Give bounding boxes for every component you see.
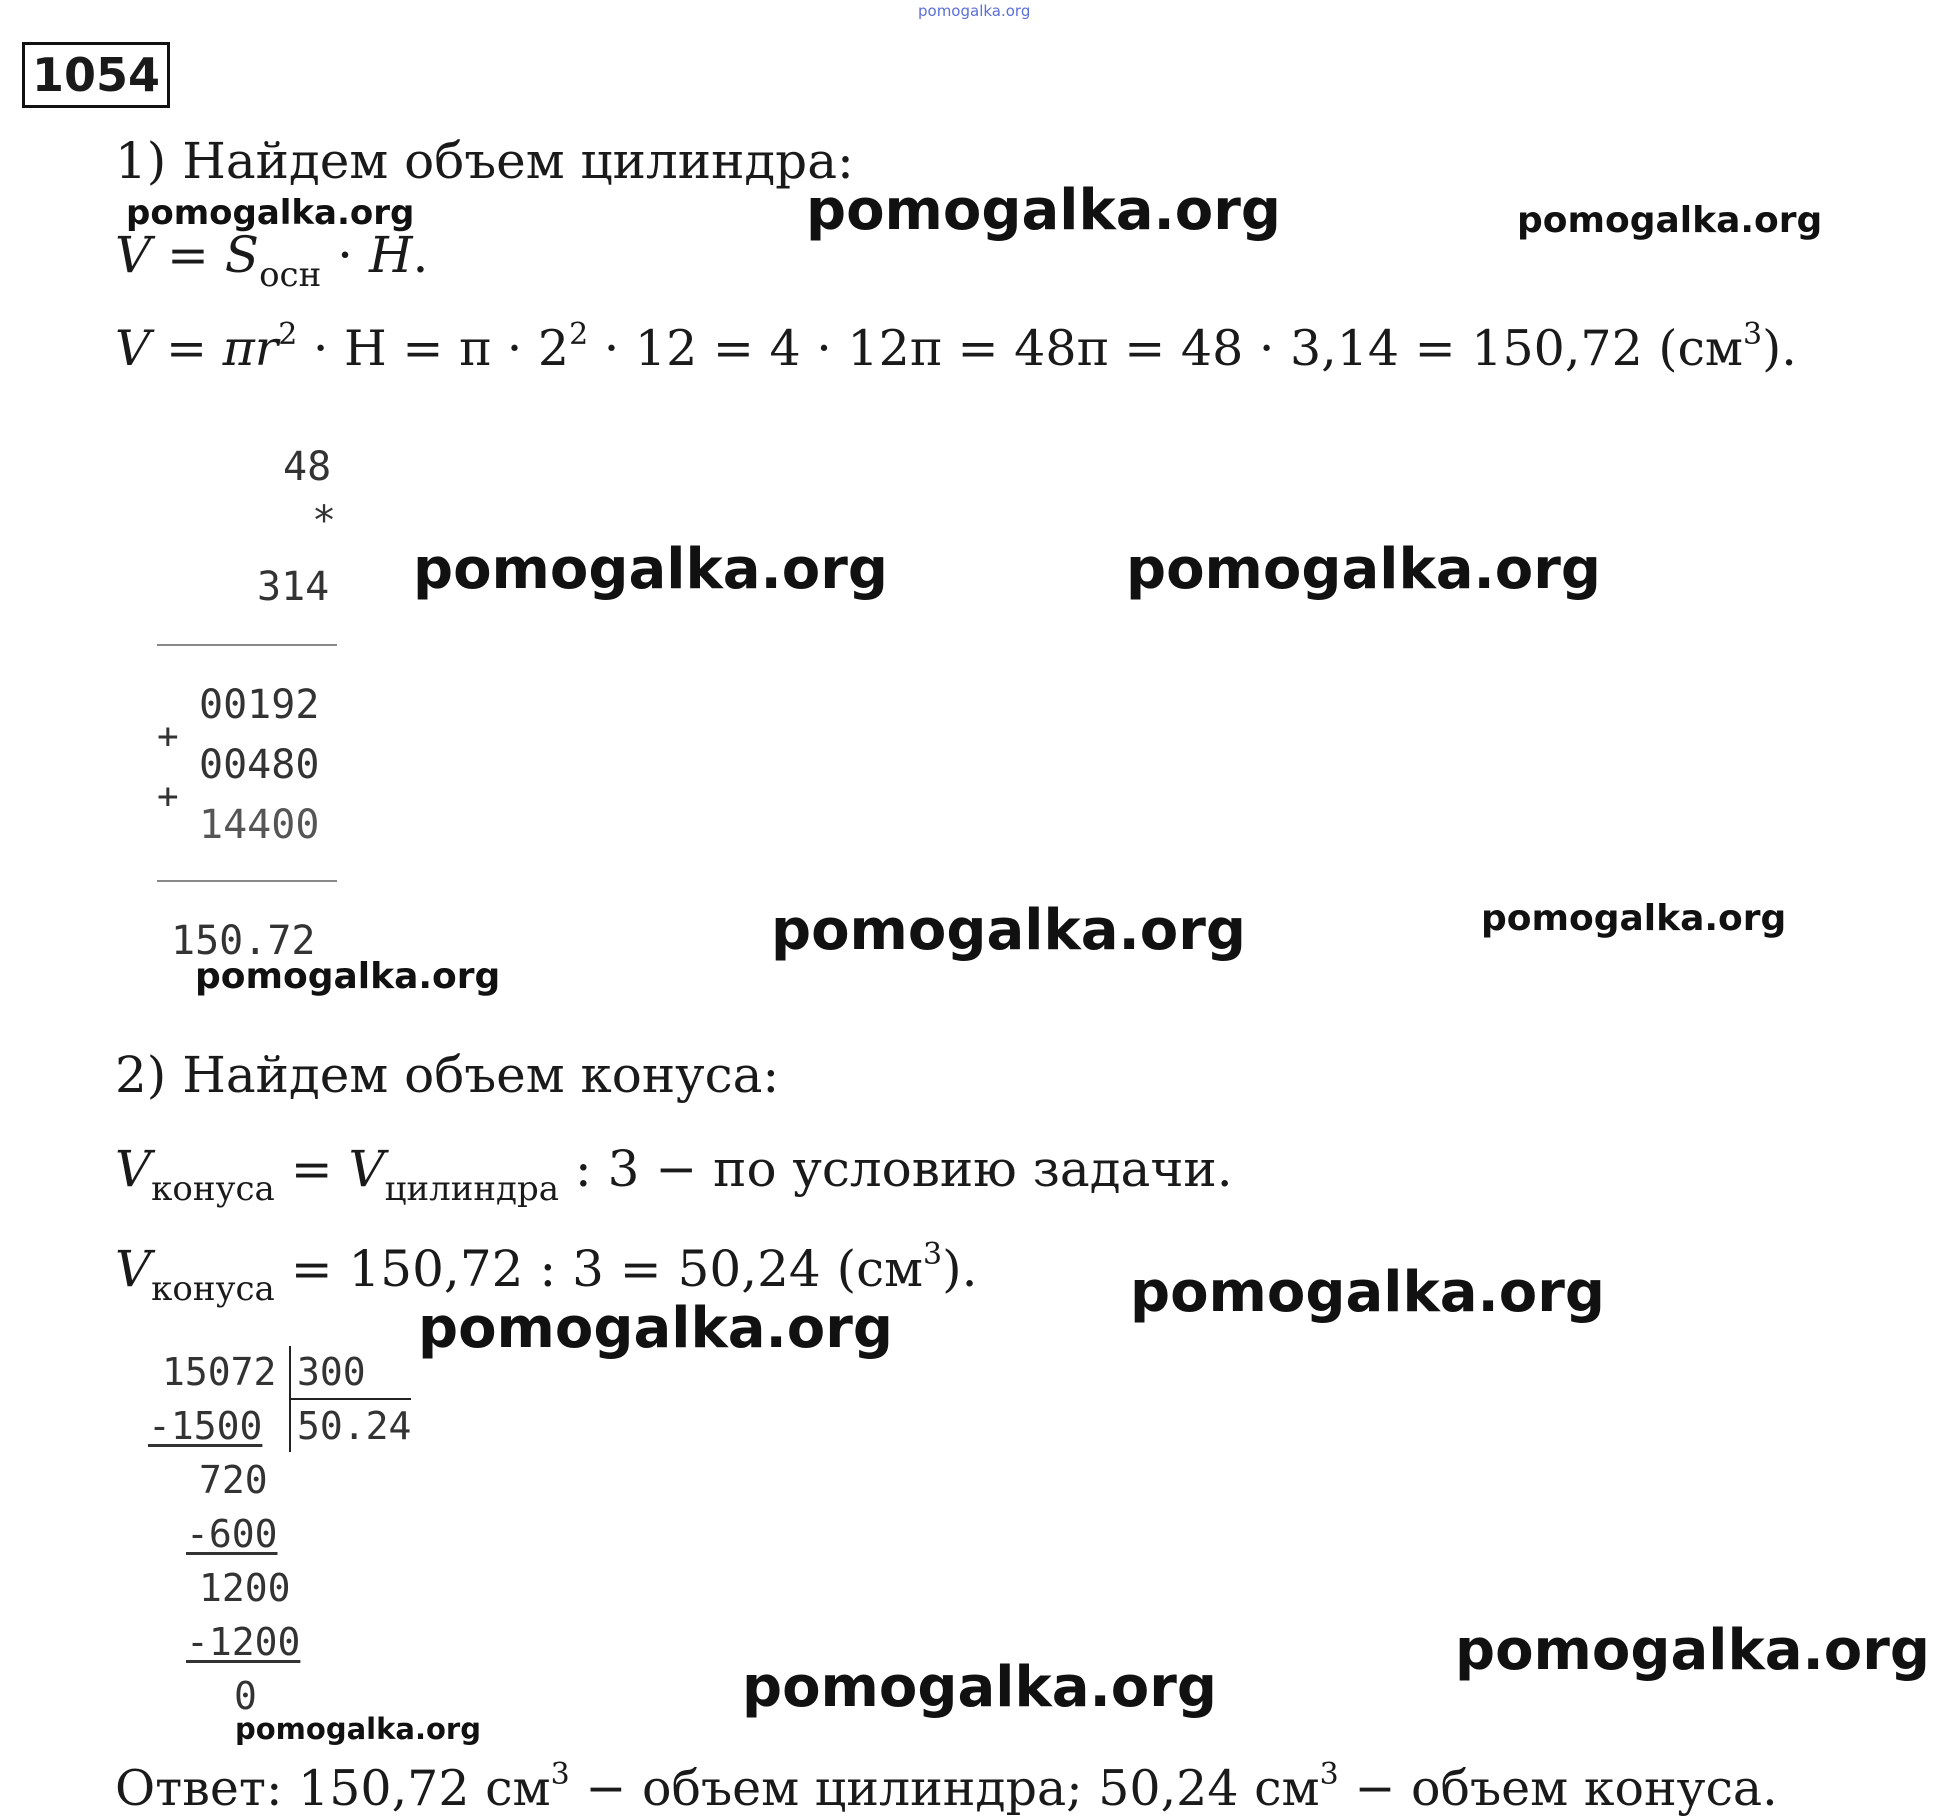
mult-factor-a: 48 xyxy=(283,444,332,490)
mult-result: 150.72 xyxy=(171,918,316,964)
mult-partial-1: 00192 xyxy=(199,682,320,728)
division-remainder-3: 0 xyxy=(234,1674,257,1718)
division-remainder-2: 1200 xyxy=(199,1566,291,1610)
watermark: pomogalka.org xyxy=(418,1296,893,1361)
mult-plus-1: + xyxy=(157,716,179,757)
step1-heading: 1) Найдем объем цилиндра: xyxy=(115,132,854,190)
step2-heading: 2) Найдем объем конуса: xyxy=(115,1046,780,1104)
cone-volume-calculation: $V_{конуса} = 150,72$ : 3 = 50,24 $(см^3)$. xyxy=(115,1237,978,1309)
watermark: pomogalka.org xyxy=(235,1712,481,1746)
mult-factor-b: 314 xyxy=(257,564,330,610)
division-subtrahend-1: -1500 xyxy=(148,1404,263,1448)
answer-line: Ответ: 150,72 $см^3$ − объем цилиндра; 50,24 $см^3$ − объем конуса. xyxy=(115,1756,1778,1817)
mult-plus-2: + xyxy=(157,776,179,817)
watermark: pomogalka.org xyxy=(1126,537,1601,602)
division-divisor: 300 xyxy=(297,1350,366,1394)
division-remainder-1: 720 xyxy=(199,1458,268,1502)
mult-line-1 xyxy=(157,644,337,646)
watermark: pomogalka.org xyxy=(126,193,415,233)
watermark: pomogalka.org xyxy=(771,898,1246,963)
cone-volume-relation: $V_{конуса} = V_{цилиндра}$ : 3 − по условию задачи. xyxy=(115,1140,1233,1209)
problem-number: 1054 xyxy=(22,42,170,108)
watermark: pomogalka.org xyxy=(1455,1618,1930,1683)
division-horizontal-line xyxy=(291,1398,411,1400)
watermark: pomogalka.org xyxy=(1517,200,1823,241)
top-watermark: pomogalka.org xyxy=(918,2,1031,20)
mult-partial-3: 14400 xyxy=(199,802,320,848)
watermark: pomogalka.org xyxy=(413,537,888,602)
division-dividend: 15072 xyxy=(162,1350,277,1394)
watermark: pomogalka.org xyxy=(806,178,1281,243)
watermark: pomogalka.org xyxy=(1481,898,1787,939)
division-quotient: 50.24 xyxy=(297,1404,412,1448)
watermark: pomogalka.org xyxy=(195,956,501,997)
watermark: pomogalka.org xyxy=(1130,1260,1605,1325)
watermark: pomogalka.org xyxy=(742,1655,1217,1720)
division-subtrahend-3: -1200 xyxy=(186,1620,301,1664)
cylinder-volume-calculation: $V = \pi r^2 \cdot H = \pi \cdot 2^2 \cdot 12 = 4 \cdot 12\pi = 48\pi = 48 \cdot 3,14 = 150,72$ $(см^3)$. xyxy=(115,316,1797,377)
cylinder-formula-general: $V = S_{осн} \cdot H$. xyxy=(115,226,429,295)
mult-line-2 xyxy=(157,880,337,882)
mult-operator: * xyxy=(312,498,337,544)
mult-partial-2: 00480 xyxy=(199,742,320,788)
division-subtrahend-2: -600 xyxy=(186,1512,278,1556)
